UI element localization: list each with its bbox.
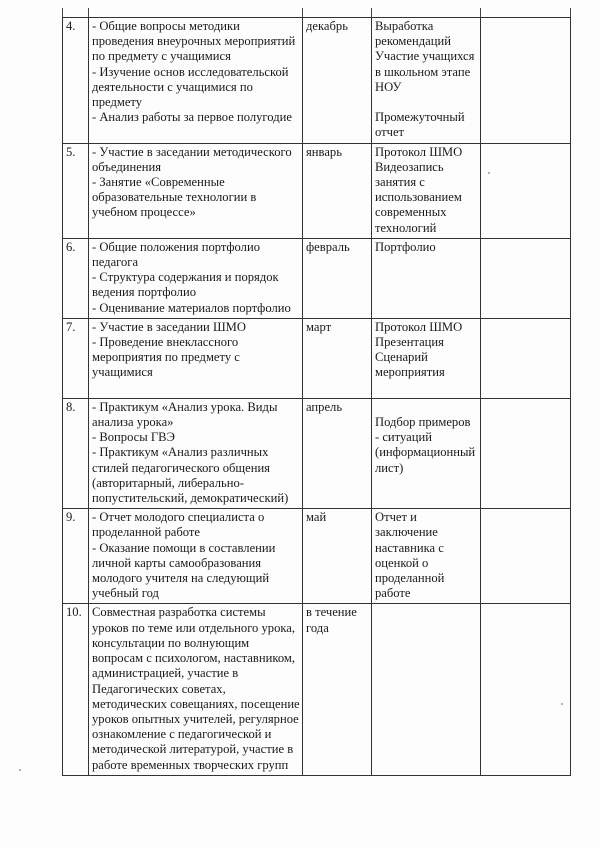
row-number-cell: [63, 318, 89, 398]
activity-topic-line: по предмету с учащимися: [92, 49, 231, 64]
activity-topic-line: деятельности с учащимися по: [92, 79, 253, 94]
timeframe-cell: [303, 318, 372, 398]
activity-topic-line: вопросам с психологом, наставником,: [92, 651, 296, 666]
expected-result-line: Участие учащихся: [375, 49, 475, 64]
expected-result-line: лист): [375, 460, 404, 475]
activity-topic-line: учебном процессе»: [92, 205, 196, 220]
activity-topic-line: - Проведение внеклассного: [92, 335, 239, 350]
expected-result-cell: [372, 143, 481, 238]
row-number: 9.: [66, 510, 76, 525]
scan-speck: [561, 703, 563, 705]
activity-topic-line: методических совещаниях, посещение: [92, 696, 300, 711]
row-number: 8.: [66, 399, 76, 414]
activity-topic-line: - Практикум «Анализ различных: [92, 445, 269, 460]
activity-topic-line: объединения: [92, 159, 162, 174]
row-number: 6.: [66, 239, 76, 254]
expected-result-line: Выработка: [375, 19, 434, 33]
expected-result-line: Промежуточный: [375, 110, 465, 125]
activity-topic-line: работе временных творческих групп: [92, 757, 289, 772]
activity-topic-line: (авторитарный, либерально-: [92, 475, 244, 490]
activity-topic-line: - Занятие «Современные: [92, 175, 225, 190]
activity-topic-line: проделанной работе: [92, 525, 201, 540]
expected-result-cell: [372, 398, 481, 508]
activity-topic-cell: [89, 143, 303, 238]
activity-topic-line: - Общие вопросы методики: [92, 19, 240, 33]
expected-result-line: отчет: [375, 125, 405, 140]
activity-topic-line: учащимися: [92, 365, 153, 380]
scan-speck: [488, 172, 490, 174]
expected-result-cell: [372, 318, 481, 398]
expected-result-line: работе: [375, 586, 411, 601]
activity-topic-line: администрацией, участие в: [92, 666, 239, 681]
activity-topic-line: учебный год: [92, 586, 159, 601]
note-cell: [481, 143, 571, 238]
activity-topic-line: ознакомление с педагогической и: [92, 727, 272, 742]
expected-result-line: использованием: [375, 190, 462, 205]
timeframe-line: март: [306, 319, 332, 334]
timeframe-cell: [303, 604, 372, 775]
timeframe-line: февраль: [306, 239, 350, 254]
expected-result-line: Видеозапись: [375, 159, 444, 174]
activity-topic-line: - Оценивание материалов портфолио: [92, 300, 291, 315]
expected-result-line: мероприятия: [375, 365, 445, 380]
note-cell: [481, 18, 571, 144]
expected-result-line: Презентация: [375, 335, 444, 350]
note-cell: [481, 318, 571, 398]
activity-topic-line: - Изучение основ исследовательской: [92, 64, 289, 79]
activity-topic-line: анализа урока»: [92, 415, 174, 430]
timeframe-cell: [303, 238, 372, 318]
activity-topic-line: - Оказание помощи в составлении: [92, 540, 276, 555]
activity-topic-line: консультации по волнующим: [92, 635, 250, 650]
expected-result-cell: [372, 509, 481, 604]
timeframe-line: май: [306, 510, 327, 525]
timeframe-line: года: [306, 620, 329, 635]
expected-result-cell: [372, 604, 481, 775]
expected-result-line: проделанной: [375, 571, 445, 586]
activity-topic-cell: [89, 509, 303, 604]
table-row: [63, 18, 571, 144]
expected-result-cell: [372, 238, 481, 318]
timeframe-line: в течение: [306, 605, 357, 620]
timeframe-cell: [303, 398, 372, 508]
table-row: [63, 318, 571, 398]
activity-topic-cell: [89, 318, 303, 398]
expected-result-line: технологий: [375, 220, 437, 235]
activity-topic-line: стилей педагогического общения: [92, 460, 270, 475]
expected-result-cell: [372, 18, 481, 144]
activity-topic-cell: [89, 18, 303, 144]
timeframe-line: апрель: [306, 399, 343, 414]
activity-topic-line: образовательные технологии в: [92, 190, 257, 205]
row-number-cell: [63, 238, 89, 318]
activity-topic-line: предмету: [92, 95, 143, 110]
expected-result-line: в школьном этапе: [375, 64, 471, 79]
expected-result-line: Отчет и: [375, 510, 417, 525]
activity-topic-line: - Участие в заседании методического: [92, 144, 292, 159]
activity-topic-line: - Структура содержания и порядок: [92, 270, 279, 285]
expected-result-line: современных: [375, 205, 447, 220]
row-number-cell: [63, 509, 89, 604]
expected-result-line: наставника с: [375, 540, 444, 555]
activity-topic-line: ведения портфолио: [92, 285, 196, 300]
row-number-cell: [63, 18, 89, 144]
activity-topic-line: молодого учителя на следующий: [92, 571, 270, 586]
activity-topic-line: уроков опытных учителей, регулярное: [92, 711, 299, 726]
activity-topic-cell: [89, 398, 303, 508]
activity-topic-line: - Отчет молодого специалиста о: [92, 510, 265, 525]
table-row: [63, 509, 571, 604]
activity-topic-cell: [89, 604, 303, 775]
activity-topic-cell: [89, 238, 303, 318]
timeframe-line: декабрь: [306, 19, 348, 33]
activity-topic-line: - Участие в заседании ШМО: [92, 319, 246, 334]
table-row: [63, 398, 571, 508]
activity-topic-line: - Общие положения портфолио: [92, 239, 260, 254]
expected-result-line: занятия с: [375, 175, 425, 190]
expected-result-line: Протокол ШМО: [375, 319, 463, 334]
row-number: 10.: [66, 605, 82, 620]
note-cell: [481, 509, 571, 604]
table-row: [63, 238, 571, 318]
scan-speck: [19, 769, 21, 771]
table-row: [63, 143, 571, 238]
activity-topic-line: попустительский, демократический): [92, 491, 289, 506]
expected-result-line: [375, 95, 477, 110]
row-number: 4.: [66, 19, 76, 33]
activity-topic-line: проведения внеурочных мероприятий: [92, 34, 296, 49]
row-number-cell: [63, 604, 89, 775]
activity-topic-line: мероприятия по предмету с: [92, 350, 240, 365]
expected-result-line: рекомендаций: [375, 34, 451, 49]
note-cell: [481, 398, 571, 508]
row-number: 7.: [66, 319, 76, 334]
activity-topic-line: - Анализ работы за первое полугодие: [92, 110, 292, 125]
row-number: 5.: [66, 144, 76, 159]
expected-result-line: Сценарий: [375, 350, 428, 365]
activity-topic-line: Совместная разработка системы: [92, 605, 266, 620]
expected-result-line: Подбор примеров: [375, 415, 471, 430]
row-number-cell: [63, 143, 89, 238]
activity-topic-line: - Практикум «Анализ урока. Виды: [92, 399, 278, 414]
activity-topic-line: Педагогических советах,: [92, 681, 226, 696]
expected-result-line: оценкой о: [375, 555, 429, 570]
expected-result-line: Протокол ШМО: [375, 144, 463, 159]
activity-topic-line: - Вопросы ГВЭ: [92, 430, 175, 445]
expected-result-line: [375, 400, 477, 415]
expected-result-line: - ситуаций: [375, 430, 432, 445]
timeframe-cell: [303, 143, 372, 238]
note-cell: [481, 238, 571, 318]
note-cell: [481, 604, 571, 775]
activity-topic-line: методической литературой, участие в: [92, 742, 294, 757]
activity-topic-line: личной карты самообразования: [92, 555, 262, 570]
timeframe-line: январь: [306, 144, 342, 159]
plan-table-body: [63, 18, 571, 776]
row-number-cell: [63, 398, 89, 508]
expected-result-line: Портфолио: [375, 239, 436, 254]
timeframe-cell: [303, 509, 372, 604]
previous-page-table-continuation: [0, 0, 600, 17]
mentoring-plan-table: [62, 17, 571, 776]
expected-result-line: (информационный: [375, 445, 476, 460]
expected-result-line: заключение: [375, 525, 438, 540]
activity-topic-line: уроков по теме или отдельного урока,: [92, 620, 296, 635]
timeframe-cell: [303, 18, 372, 144]
expected-result-line: НОУ: [375, 79, 402, 94]
table-row: [63, 604, 571, 775]
activity-topic-line: педагога: [92, 255, 139, 270]
